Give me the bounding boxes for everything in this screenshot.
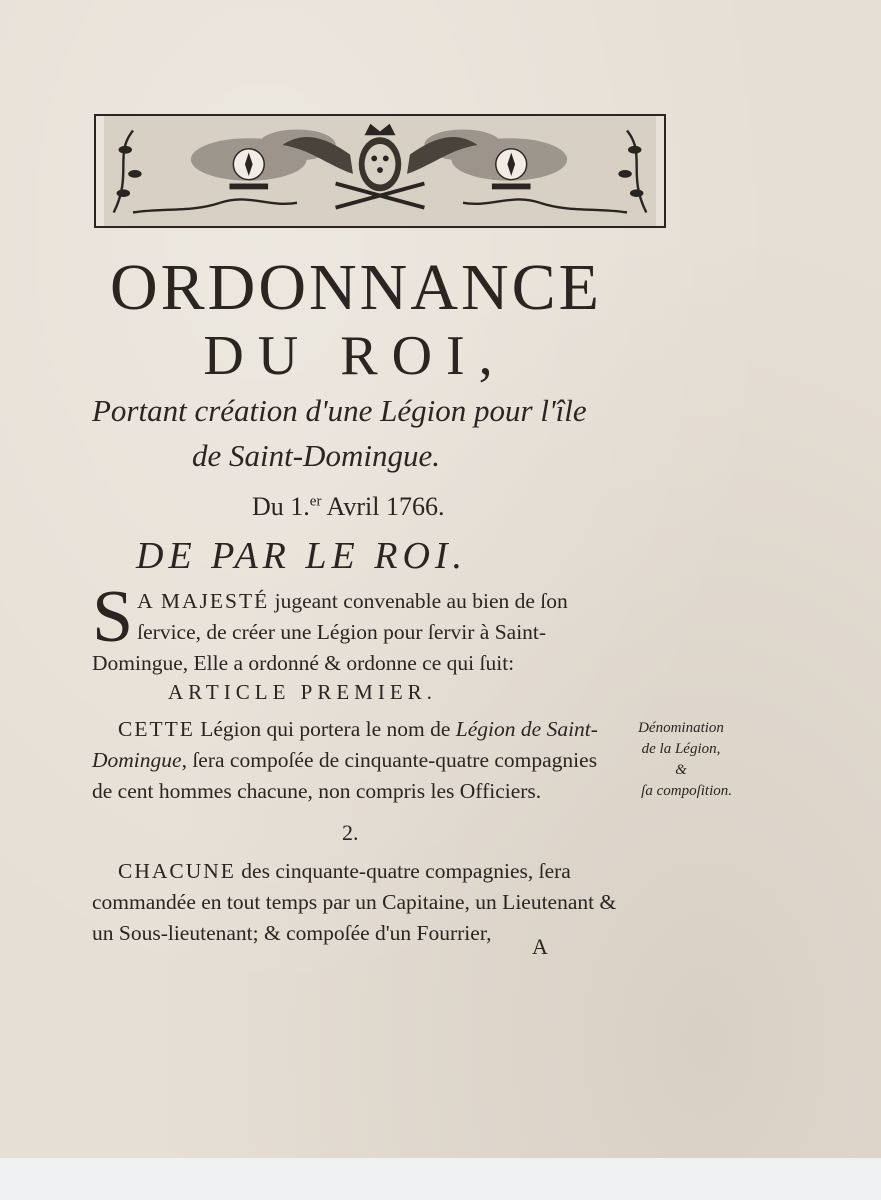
article-1-lead-word: CETTE bbox=[118, 717, 195, 741]
subtitle-line-1: Portant création d'une Légion pour l'île bbox=[92, 393, 587, 428]
title-ordonnance: ORDONNANCE bbox=[110, 251, 602, 324]
de-par-le-roi-heading: DE PAR LE ROI. bbox=[136, 535, 468, 577]
intro-paragraph bbox=[92, 576, 622, 679]
date-suffix: Avril 1766. bbox=[321, 492, 445, 521]
crest-ornament bbox=[96, 116, 664, 226]
drop-cap: S bbox=[92, 576, 134, 658]
article-1-paragraph bbox=[92, 714, 622, 807]
article-1-text-1: Légion qui portera le nom de bbox=[194, 717, 456, 741]
margin-note-line-1: Dénomination bbox=[638, 720, 724, 736]
article-1-italic-name: Légion de Saint-Domingue bbox=[92, 717, 598, 772]
intro-lead-word: A MAJESTÉ bbox=[137, 589, 270, 613]
margin-note-line-4: ſa compoſition. bbox=[641, 783, 732, 799]
date-line bbox=[252, 492, 444, 522]
article-1-text-2: , ſera compoſée de cinquante-quatre compagnies de cent hommes chacune, non compris les Officiers. bbox=[92, 748, 598, 803]
date-superscript: er bbox=[309, 493, 322, 510]
margin-note bbox=[630, 718, 732, 802]
subtitle-line-2: de Saint-Domingue. bbox=[192, 438, 440, 473]
signature-mark: A bbox=[532, 934, 548, 959]
background-strip bbox=[0, 1158, 881, 1200]
article-2-number: 2. bbox=[342, 820, 359, 845]
article-2-lead-word: CHACUNE bbox=[118, 859, 236, 883]
margin-note-line-3: & bbox=[675, 762, 687, 778]
intro-text: jugeant convenable au bien de ſon ſervice, de créer une Légion pour ſervir à Saint-Domingue, Elle a ordonné & ordonne ce qui ſuit: bbox=[92, 589, 568, 675]
date-prefix: Du 1. bbox=[252, 492, 310, 521]
decorative-headpiece bbox=[94, 114, 666, 228]
article-2-text: des cinquante-quatre compagnies, ſera commandée en tout temps par un Capitaine, un Lieutenant & un Sous-lieutenant; & compoſée d'un Fourrier, bbox=[92, 859, 617, 945]
article-premier-heading: ARTICLE PREMIER. bbox=[168, 680, 437, 704]
margin-note-line-2: de la Légion, bbox=[641, 741, 721, 757]
title-du-roi: DU ROI, bbox=[203, 325, 507, 387]
